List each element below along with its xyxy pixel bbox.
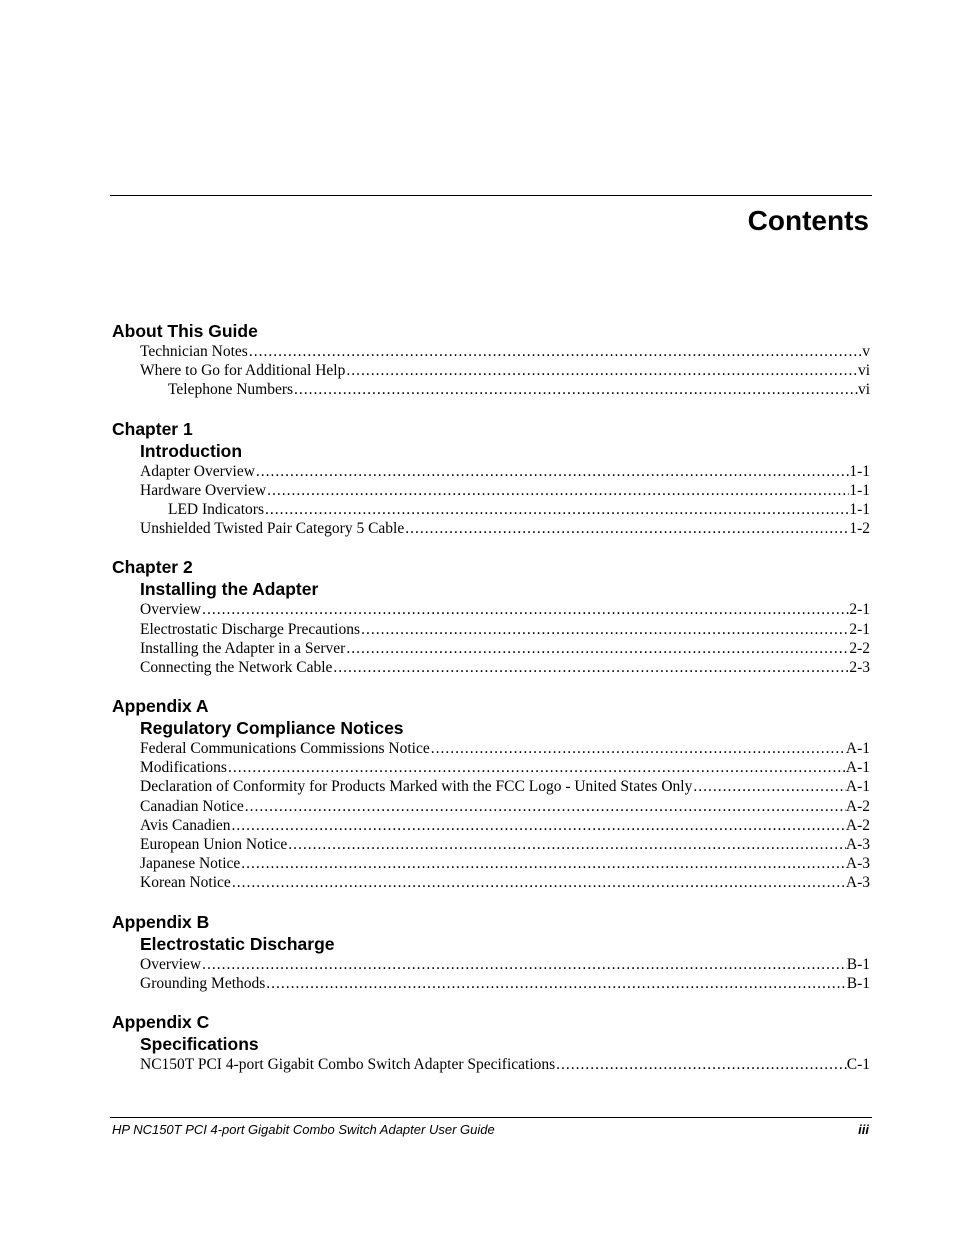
dot-leader — [244, 797, 846, 816]
dot-leader — [345, 361, 858, 380]
toc-entry[interactable] — [112, 639, 870, 658]
top-rule — [110, 195, 872, 196]
toc-entry-page: A-1 — [845, 778, 870, 796]
footer-rule — [110, 1117, 872, 1118]
toc-entry[interactable] — [112, 777, 870, 796]
toc-entry-page: A-1 — [845, 740, 870, 758]
section-label: Chapter 2 — [112, 557, 193, 578]
toc-entry-page: 1-2 — [849, 520, 870, 538]
toc-entry-title: Federal Communications Commissions Notice — [140, 740, 430, 758]
section-label: Appendix B — [112, 911, 210, 932]
toc-entry[interactable] — [112, 797, 870, 816]
table-of-contents — [112, 320, 870, 1092]
toc-entry-title: Grounding Methods — [140, 974, 266, 992]
page-title: Contents — [747, 205, 869, 236]
dot-leader — [201, 600, 849, 619]
toc-entry-title: Japanese Notice — [140, 855, 241, 873]
toc-entry-title: Adapter Overview — [140, 462, 255, 480]
toc-entry[interactable] — [112, 380, 870, 399]
toc-entry[interactable] — [112, 462, 870, 481]
section-label: Chapter 1 — [112, 418, 193, 439]
dot-leader — [201, 955, 847, 974]
toc-entry-title: Connecting the Network Cable — [140, 658, 333, 676]
toc-entry-title: LED Indicators — [168, 500, 264, 518]
toc-section — [112, 911, 870, 993]
toc-entry[interactable] — [112, 361, 870, 380]
toc-entry-title: Canadian Notice — [140, 797, 244, 815]
toc-entry-page: 2-3 — [849, 658, 870, 676]
toc-entry-page: 1-1 — [849, 462, 870, 480]
toc-entry[interactable] — [112, 620, 870, 639]
section-title: Specifications — [140, 1033, 259, 1054]
footer-page-number: iii — [858, 1122, 869, 1137]
dot-leader — [692, 777, 846, 796]
dot-leader — [287, 835, 846, 854]
toc-entry-page: A-2 — [845, 816, 870, 834]
toc-entry[interactable] — [112, 600, 870, 619]
toc-entry-page: A-3 — [845, 836, 870, 853]
section-title: Regulatory Compliance Notices — [140, 718, 404, 739]
toc-entry[interactable] — [112, 500, 870, 519]
toc-entry-title: Installing the Adapter in a Server — [140, 639, 346, 657]
toc-entry[interactable] — [112, 758, 870, 777]
toc-entry-page: C-1 — [846, 1055, 870, 1073]
dot-leader — [332, 658, 849, 677]
toc-entry-page: vi — [857, 362, 870, 380]
footer-title: HP NC150T PCI 4-port Gigabit Combo Switch Adapter User Guide — [112, 1122, 495, 1137]
toc-entry-title: Telephone Numbers — [168, 381, 294, 399]
toc-entry[interactable] — [112, 955, 870, 974]
toc-entry-page: v — [862, 343, 870, 360]
toc-entry[interactable] — [112, 739, 870, 758]
toc-entry-title: Unshielded Twisted Pair Category 5 Cable — [140, 520, 405, 538]
dot-leader — [345, 639, 849, 658]
dot-leader — [264, 500, 849, 519]
toc-entry-title: Where to Go for Additional Help — [140, 362, 346, 380]
toc-entry[interactable] — [112, 873, 870, 892]
toc-entry-title: Avis Canadien — [140, 816, 231, 834]
dot-leader — [227, 758, 846, 777]
toc-entry[interactable] — [112, 835, 870, 854]
toc-entry[interactable] — [112, 519, 870, 538]
section-label: Appendix A — [112, 696, 209, 717]
dot-leader — [248, 342, 862, 361]
toc-entry-page: A-3 — [845, 874, 870, 892]
dot-leader — [255, 462, 849, 481]
toc-section — [112, 556, 870, 677]
toc-entry-page: B-1 — [846, 955, 870, 973]
toc-section — [112, 695, 870, 893]
toc-section — [112, 418, 870, 539]
section-title: Installing the Adapter — [140, 579, 319, 600]
toc-entry-page: 1-1 — [849, 500, 870, 518]
toc-entry-title: Hardware Overview — [140, 481, 267, 499]
dot-leader — [240, 854, 846, 873]
toc-entry-page: vi — [857, 381, 870, 399]
toc-entry-page: 2-2 — [849, 639, 870, 657]
toc-entry-title: Modifications — [140, 759, 227, 777]
toc-entry[interactable] — [112, 481, 870, 500]
toc-entry[interactable] — [112, 1055, 870, 1074]
section-title: Electrostatic Discharge — [140, 933, 335, 954]
toc-entry-title: Overview — [140, 601, 202, 619]
toc-entry[interactable] — [112, 816, 870, 835]
toc-entry-page: 1-1 — [849, 481, 870, 499]
section-title: Introduction — [140, 440, 243, 461]
toc-section — [112, 320, 870, 400]
dot-leader — [231, 873, 846, 892]
toc-entry-page: A-2 — [845, 797, 870, 815]
toc-entry-title: Overview — [140, 955, 202, 973]
toc-entry-page: A-3 — [845, 855, 870, 873]
dot-leader — [231, 816, 846, 835]
section-label: About This Guide — [112, 321, 258, 341]
toc-entry-title: Declaration of Conformity for Products Marked with the FCC Logo - United States Only — [140, 778, 693, 796]
dot-leader — [555, 1055, 847, 1074]
toc-entry-page: A-1 — [845, 759, 870, 777]
toc-entry[interactable] — [112, 854, 870, 873]
dot-leader — [265, 974, 846, 993]
toc-entry[interactable] — [112, 658, 870, 677]
dot-leader — [404, 519, 849, 538]
toc-entry-title: European Union Notice — [140, 836, 288, 853]
toc-entry-title: NC150T PCI 4-port Gigabit Combo Switch Adapter Specifications — [140, 1055, 556, 1073]
toc-entry-page: B-1 — [846, 974, 870, 992]
toc-entry-title: Korean Notice — [140, 874, 231, 892]
section-label: Appendix C — [112, 1011, 210, 1032]
toc-entry-page: 2-1 — [849, 620, 870, 638]
toc-entry-title: Technician Notes — [140, 343, 248, 360]
toc-section — [112, 1011, 870, 1074]
dot-leader — [293, 380, 858, 399]
toc-entry-page: 2-1 — [849, 601, 870, 619]
dot-leader — [430, 739, 846, 758]
toc-entry-title: Electrostatic Discharge Precautions — [140, 620, 361, 638]
toc-entry[interactable] — [112, 974, 870, 993]
dot-leader — [360, 620, 849, 639]
dot-leader — [266, 481, 849, 500]
toc-entry[interactable] — [112, 342, 870, 361]
